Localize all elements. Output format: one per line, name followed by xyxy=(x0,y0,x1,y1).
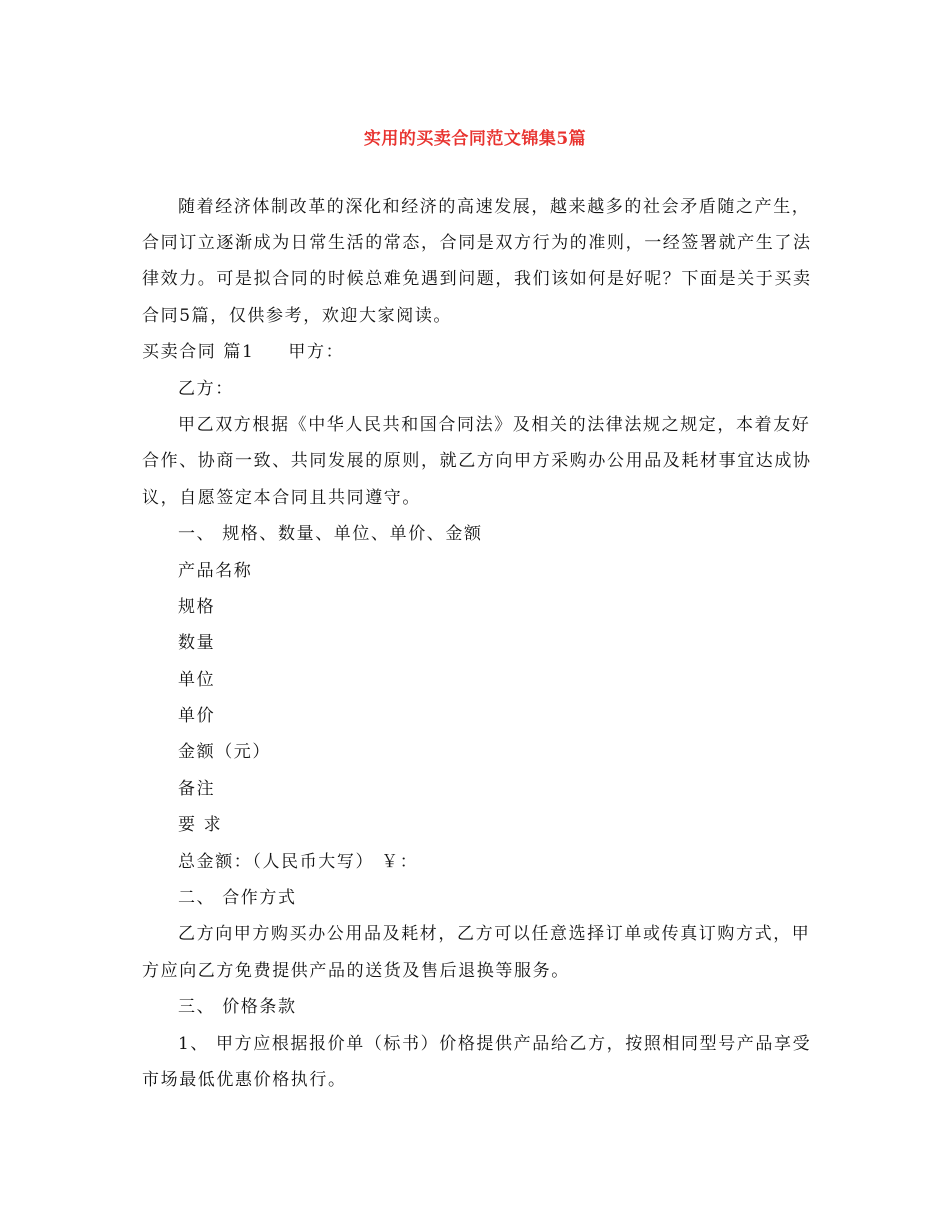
party-a-label: 甲方： xyxy=(288,342,345,362)
clause-heading: 三、 价格条款 xyxy=(178,997,297,1017)
paragraph-line: 随着经济体制改革的深化和经济的高速发展，越来越多的社会矛盾随之产生， xyxy=(178,197,811,217)
list-item: 产品名称 xyxy=(178,561,253,581)
section-heading-line xyxy=(142,342,344,362)
document-title: 实用的买卖合同范文锦集5篇 xyxy=(363,129,587,149)
paragraph-line: 甲乙双方根据《中华人民共和国合同法》及相关的法律法规之规定，本着友好 xyxy=(178,415,811,435)
list-item: 数量 xyxy=(178,633,216,653)
clause-heading: 二、 合作方式 xyxy=(178,888,297,908)
paragraph-line: 乙方向甲方购买办公用品及耗材，乙方可以任意选择订单或传真订购方式，甲 xyxy=(178,924,811,944)
list-item: 规格 xyxy=(178,597,216,617)
paragraph-line: 议，自愿签定本合同且共同遵守。 xyxy=(142,488,421,508)
paragraph-line: 合作、协商一致、共同发展的原则，就乙方向甲方采购办公用品及耗材事宜达成协 xyxy=(142,451,812,471)
list-item: 单位 xyxy=(178,670,216,690)
paragraph-line: 1、 甲方应根据报价单（标书）价格提供产品给乙方，按照相同型号产品享受 xyxy=(178,1034,812,1054)
paragraph-line: 律效力。可是拟合同的时候总难免遇到问题，我们该如何是好呢？下面是关于买卖 xyxy=(142,269,812,289)
paragraph-line: 合同5篇，仅供参考，欢迎大家阅读。 xyxy=(142,306,453,326)
paragraph-line: 市场最低优惠价格执行。 xyxy=(142,1070,347,1090)
section-heading: 买卖合同 篇1 xyxy=(142,342,255,362)
list-item: 要 求 xyxy=(178,815,223,835)
list-item: 金额（元） xyxy=(178,742,271,762)
paragraph-line: 方应向乙方免费提供产品的送货及售后退换等服务。 xyxy=(142,961,570,981)
clause-heading: 一、 规格、数量、单位、单价、金额 xyxy=(178,524,483,544)
total-amount-line: 总金额：（人民币大写） ￥： xyxy=(178,852,419,872)
list-item: 备注 xyxy=(178,779,216,799)
list-item: 单价 xyxy=(178,706,216,726)
party-b-label: 乙方： xyxy=(178,379,234,399)
paragraph-line: 合同订立逐渐成为日常生活的常态，合同是双方行为的准则，一经签署就产生了法 xyxy=(142,233,812,253)
